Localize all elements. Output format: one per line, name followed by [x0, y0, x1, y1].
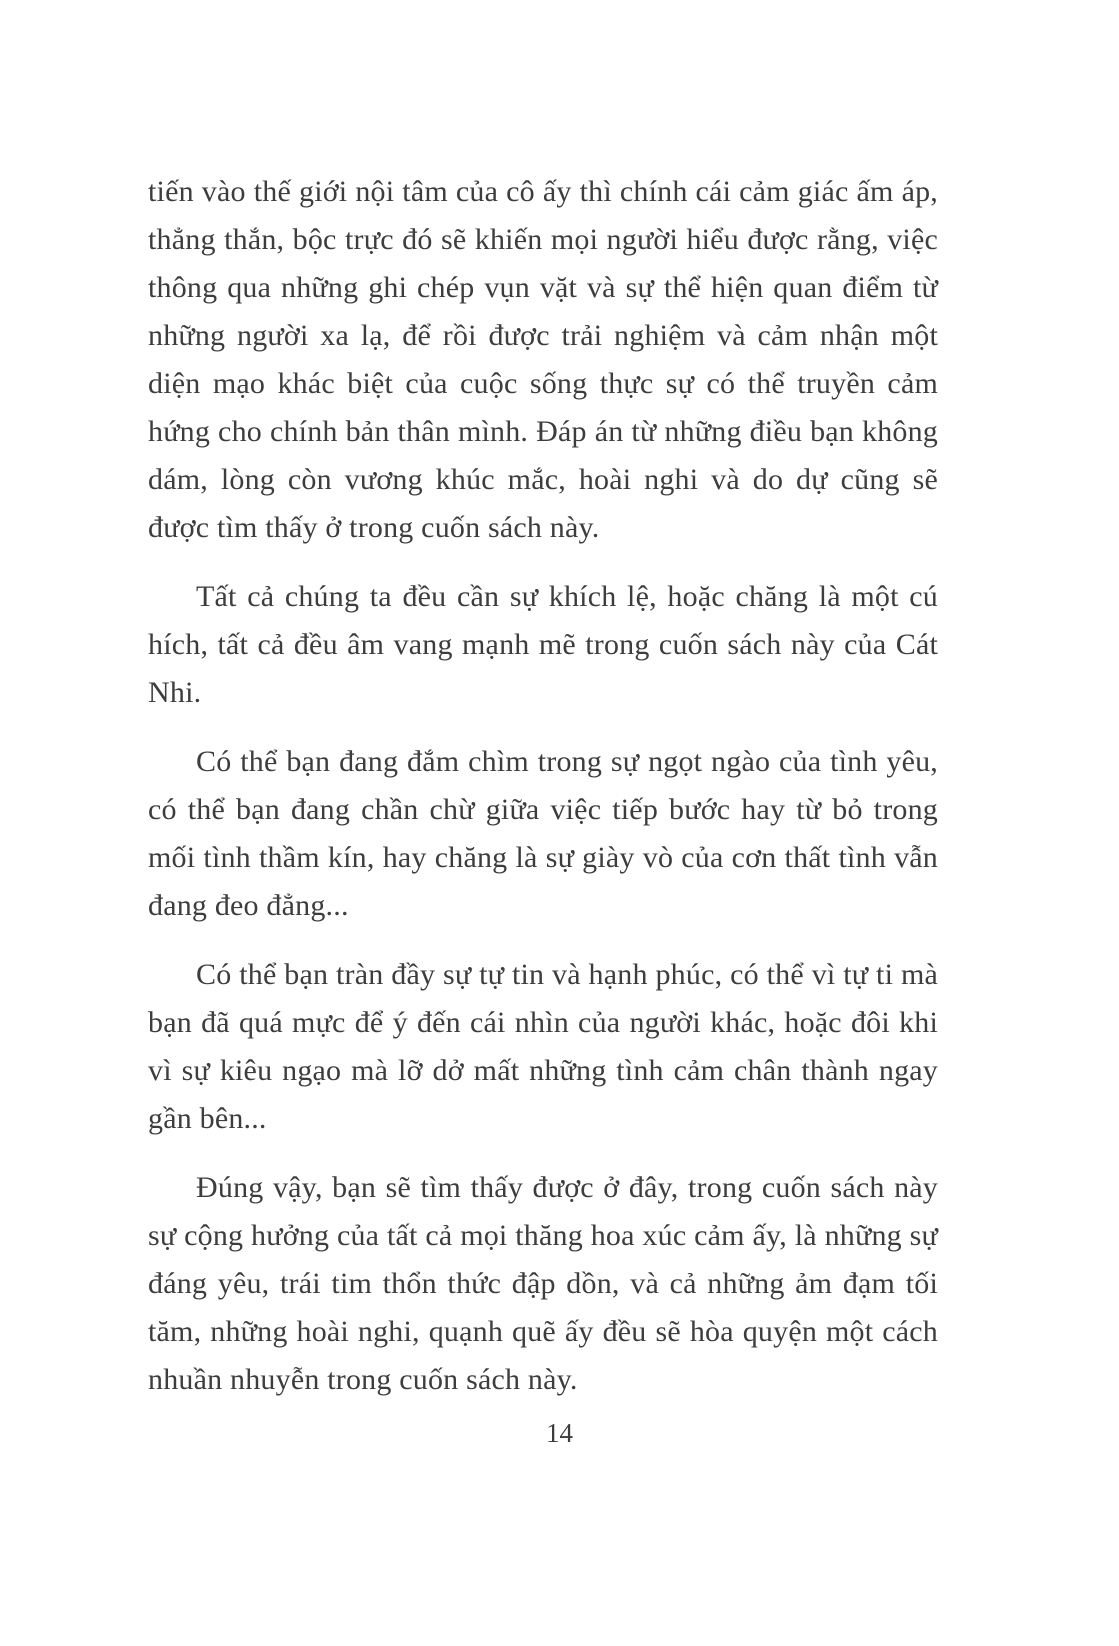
paragraph: tiến vào thế giới nội tâm của cô ấy thì chính cái cảm giác ấm áp, thẳng thắn, bộc trực đó sẽ khiến mọi người hiểu được rằng, việc thông qua những ghi chép vụn vặt và sự thể hiện quan điểm từ những người xa lạ, để rồi được trải nghiệm và cảm nhận một diện mạo khác biệt của cuộc sống thực sự có thể truyền cảm hứng cho chính bản thân mình. Đáp án từ những điều bạn không dám, lòng còn vương khúc mắc, hoài nghi và do dự cũng sẽ được tìm thấy ở trong cuốn sách này.	[148, 175, 938, 544]
body-text	[148, 168, 938, 1425]
paragraph: Có thể bạn tràn đầy sự tự tin và hạnh phúc, có thể vì tự ti mà bạn đã quá mực để ý đến cái nhìn của người khác, hoặc đôi khi vì sự kiêu ngạo mà lỡ dở mất những tình cảm chân thành ngay gần bên...	[148, 958, 938, 1135]
page-number: 14	[546, 1418, 573, 1448]
paragraph: Đúng vậy, bạn sẽ tìm thấy được ở đây, trong cuốn sách này sự cộng hưởng của tất cả mọi thăng hoa xúc cảm ấy, là những sự đáng yêu, trái tim thổn thức đập dồn, và cả những ảm đạm tối tăm, những hoài nghi, quạnh quẽ ấy đều sẽ hòa quyện một cách nhuần nhuyễn trong cuốn sách này.	[148, 1171, 938, 1396]
paragraph: Tất cả chúng ta đều cần sự khích lệ, hoặc chăng là một cú hích, tất cả đều âm vang mạnh mẽ trong cuốn sách này của Cát Nhi.	[148, 580, 938, 709]
paragraph: Có thể bạn đang đắm chìm trong sự ngọt ngào của tình yêu, có thể bạn đang chần chừ giữa việc tiếp bước hay từ bỏ trong mối tình thầm kín, hay chăng là sự giày vò của cơn thất tình vẫn đang đeo đẳng...	[148, 745, 938, 922]
